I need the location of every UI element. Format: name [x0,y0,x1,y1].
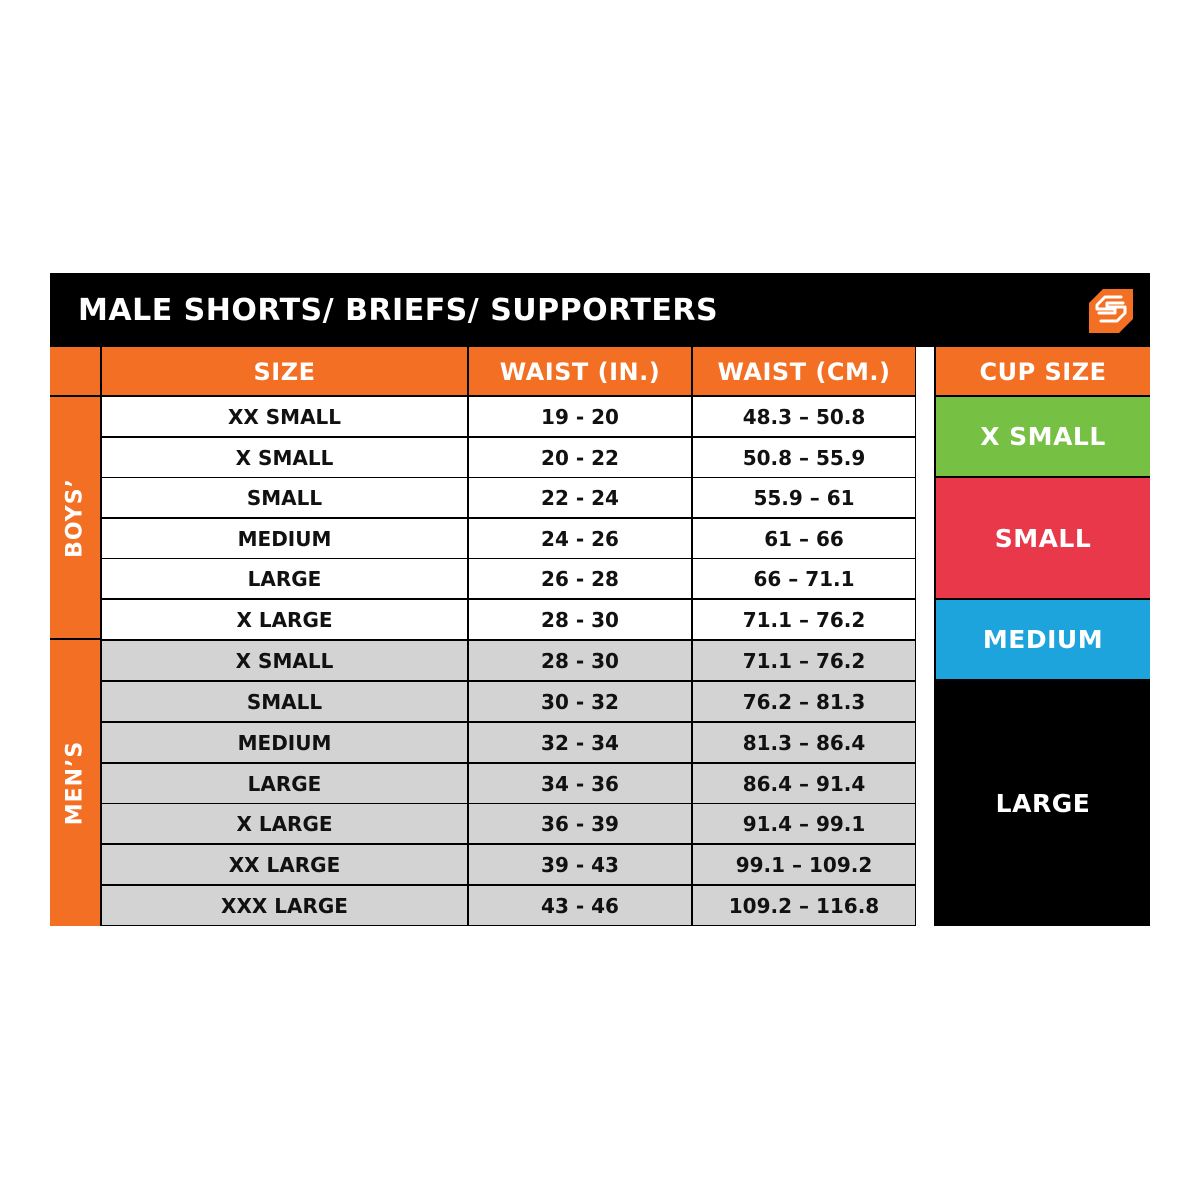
waist-in-cell: 24 - 26 [469,519,691,558]
header-waist-in: WAIST (IN.) [469,347,691,395]
waist-cm-cell: 76.2 – 81.3 [693,682,915,721]
group-label-text: MEN’S [62,740,88,826]
waist-in-cell: 22 - 24 [469,478,691,517]
size-cell: XXX LARGE [102,886,467,925]
waist-cm-cell: 86.4 – 91.4 [693,764,915,803]
group-label-boys [50,397,100,638]
waist-cm-cell: 71.1 – 76.2 [693,641,915,680]
cup-size-medium: MEDIUM [936,600,1150,679]
size-cell: LARGE [102,764,467,803]
header-waist-cm: WAIST (CM.) [693,347,915,395]
size-cell: XX LARGE [102,845,467,884]
waist-in-cell: 36 - 39 [469,804,691,843]
size-chart [50,273,1150,926]
waist-in-cell: 39 - 43 [469,845,691,884]
waist-cm-cell: 61 – 66 [693,519,915,558]
waist-cm-cell: 66 – 71.1 [693,559,915,598]
column-divider [916,347,934,926]
header-corner [50,347,100,395]
waist-cm-cell: 71.1 – 76.2 [693,600,915,639]
waist-cm-cell: 81.3 – 86.4 [693,723,915,762]
waist-in-cell: 26 - 28 [469,559,691,598]
size-cell: SMALL [102,478,467,517]
waist-cm-cell: 91.4 – 99.1 [693,804,915,843]
waist-in-cell: 28 - 30 [469,641,691,680]
chart-title: MALE SHORTS/ BRIEFS/ SUPPORTERS [78,293,719,328]
header-cup-size: CUP SIZE [936,347,1150,395]
group-label-text: BOYS’ [62,477,88,558]
group-label-mens [50,640,100,926]
waist-in-cell: 30 - 32 [469,682,691,721]
cup-size-xsmall: X SMALL [936,397,1150,476]
waist-cm-cell: 48.3 – 50.8 [693,397,915,436]
cup-size-small: SMALL [936,478,1150,598]
waist-cm-cell: 55.9 – 61 [693,478,915,517]
waist-in-cell: 43 - 46 [469,886,691,925]
header-size: SIZE [102,347,467,395]
waist-in-cell: 34 - 36 [469,764,691,803]
brand-logo-icon [1085,285,1137,337]
title-bar [50,273,1150,346]
size-cell: XX SMALL [102,397,467,436]
size-cell: X LARGE [102,600,467,639]
size-cell: LARGE [102,559,467,598]
waist-cm-cell: 50.8 – 55.9 [693,438,915,477]
size-cell: MEDIUM [102,519,467,558]
waist-in-cell: 28 - 30 [469,600,691,639]
waist-cm-cell: 99.1 – 109.2 [693,845,915,884]
size-cell: X LARGE [102,804,467,843]
waist-cm-cell: 109.2 – 116.8 [693,886,915,925]
size-cell: X SMALL [102,438,467,477]
size-cell: X SMALL [102,641,467,680]
size-cell: SMALL [102,682,467,721]
waist-in-cell: 32 - 34 [469,723,691,762]
size-cell: MEDIUM [102,723,467,762]
waist-in-cell: 19 - 20 [469,397,691,436]
cup-size-large: LARGE [936,681,1150,926]
waist-in-cell: 20 - 22 [469,438,691,477]
